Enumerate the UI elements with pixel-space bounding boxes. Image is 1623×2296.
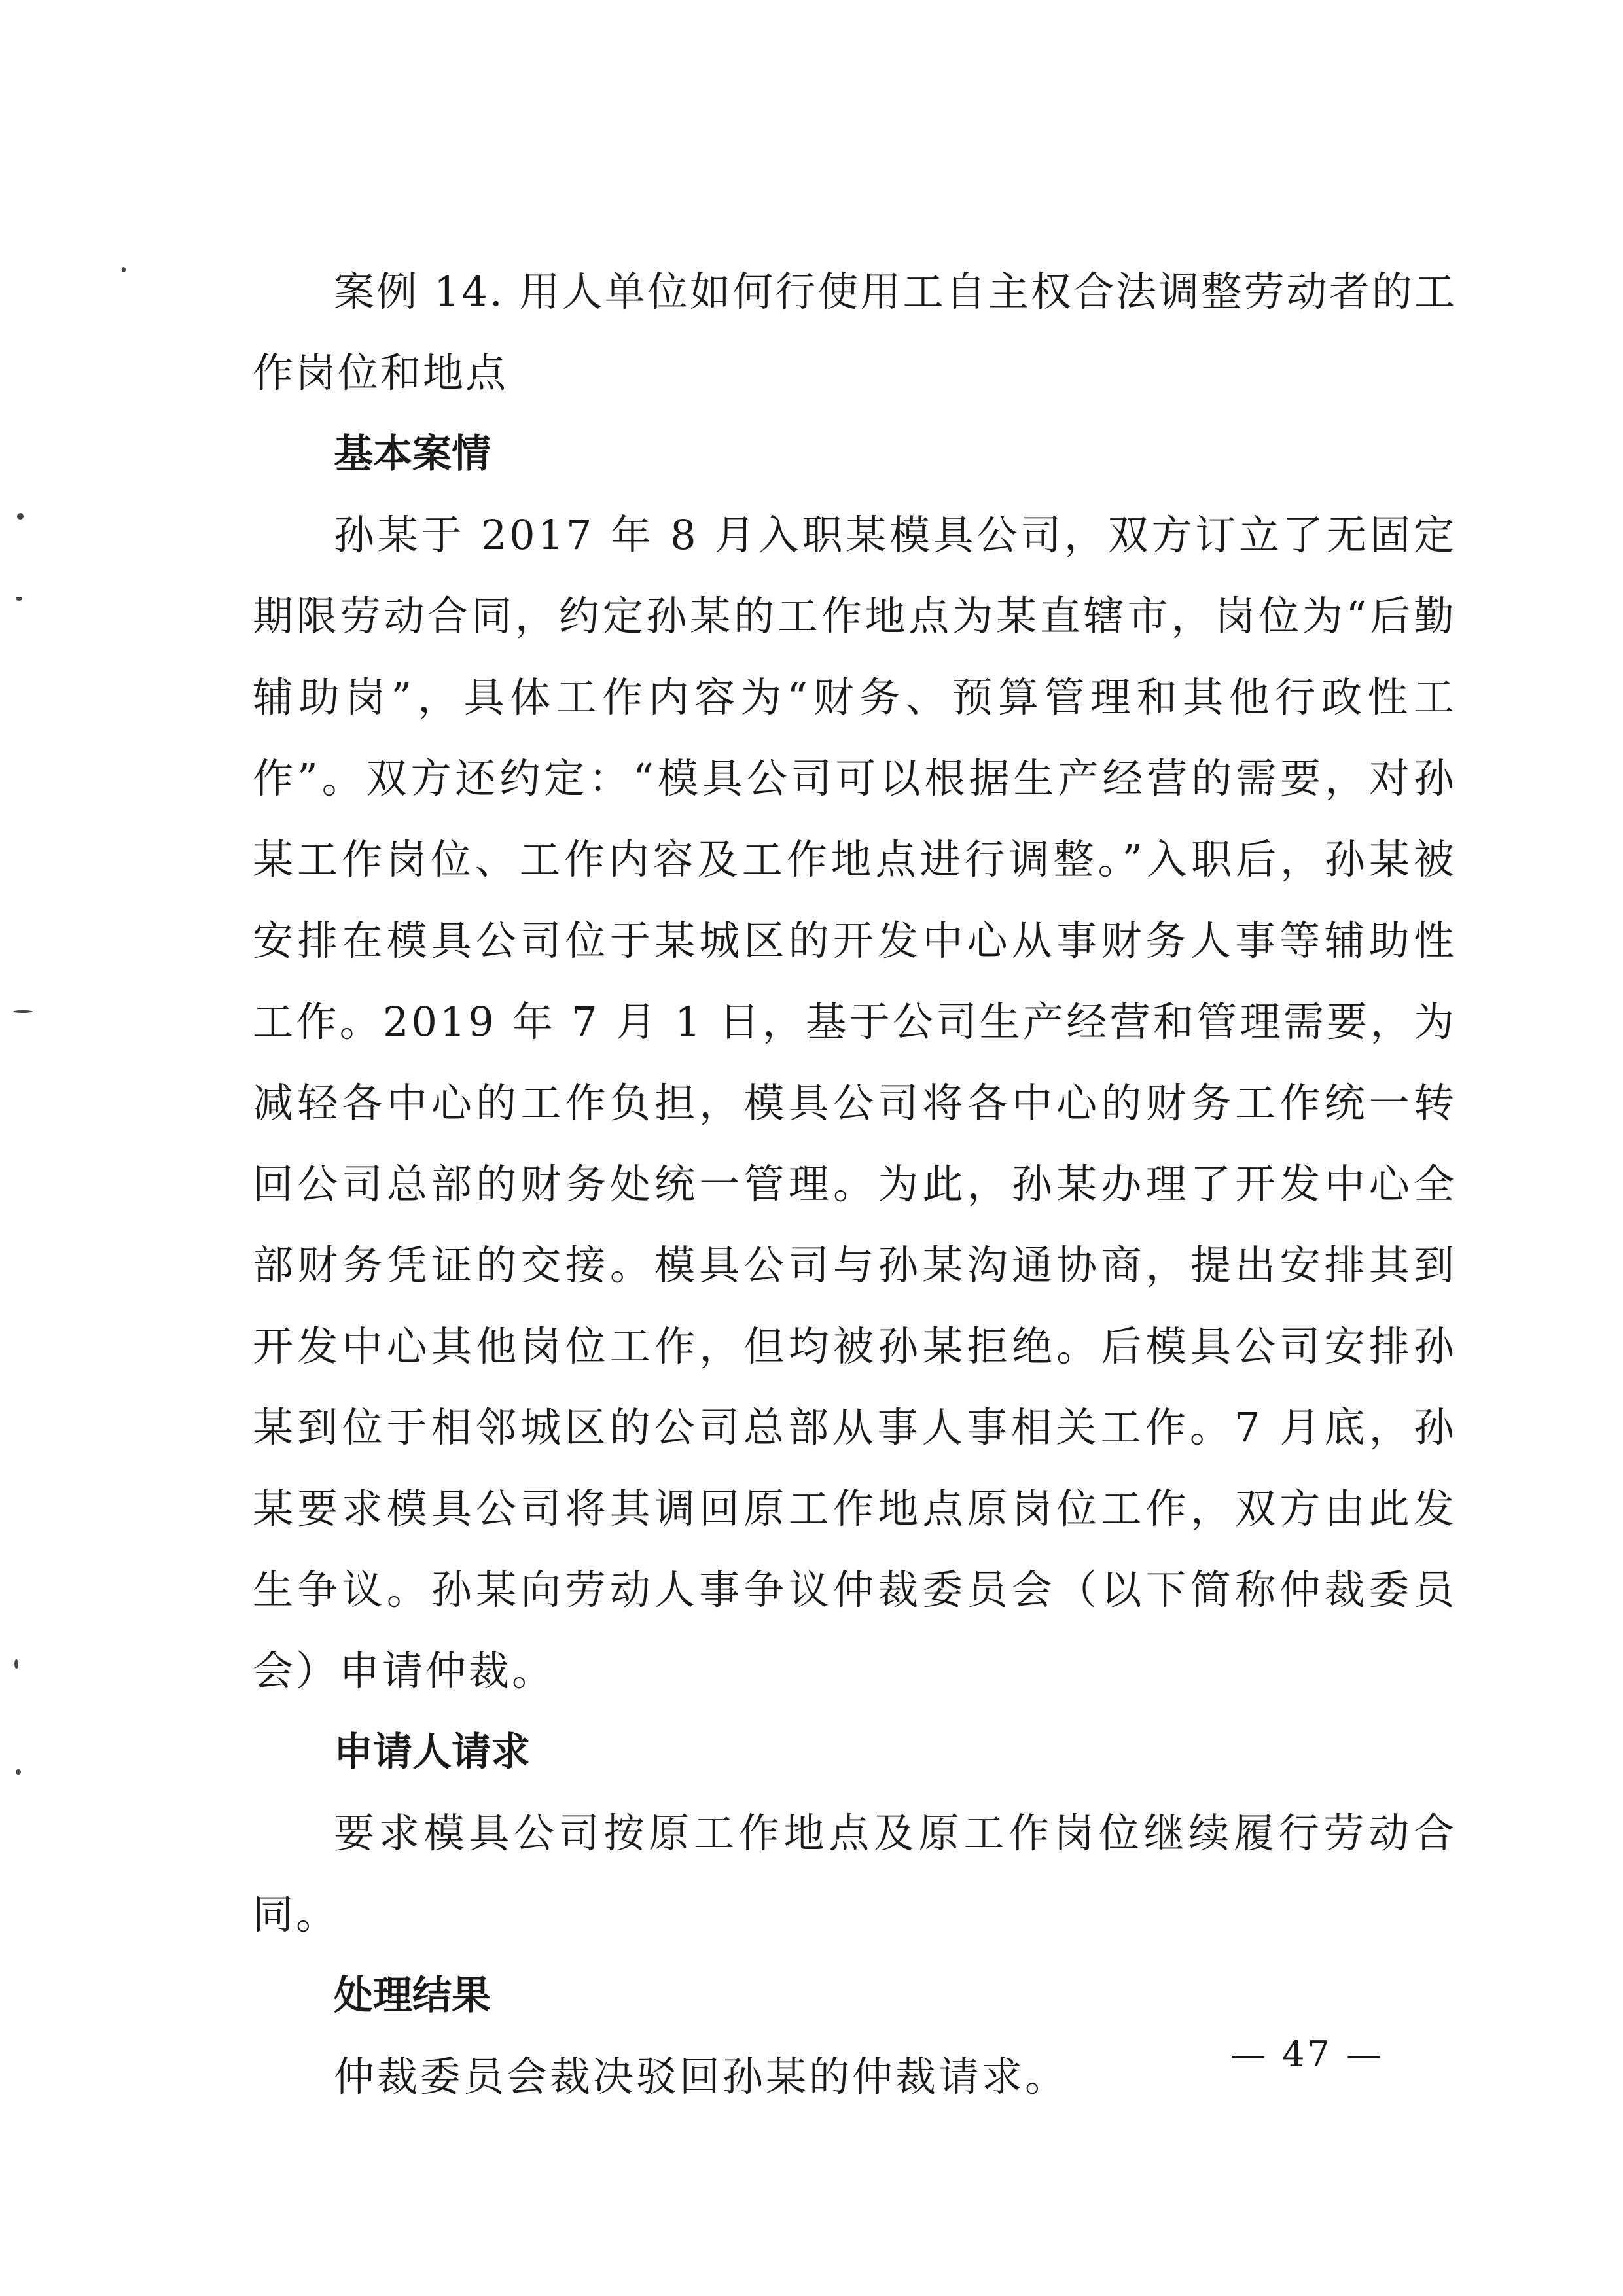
applicant-request-paragraph: 要求模具公司按原工作地点及原工作岗位继续履行劳动合同。 [253, 1809, 1457, 1938]
page-number: — 47 — [1230, 2034, 1385, 2075]
scan-speck [17, 513, 24, 520]
basic-facts-paragraph: 孙某于 2017 年 8 月入职某模具公司，双方订立了无固定期限劳动合同，约定孙某的工作地点为某直辖市，岗位为“后勤辅助岗”，具体工作内容为“财务、预算管理和其他行政性工作”。双方还约定：“模具公司可以根据生产经营的需要，对孙某工作岗位、工作内容及工作地点进行调整。”入职后，孙某被安排在模具公司位于某城区的开发中心从事财务人事等辅助性工作。2019 年 7 月 1 日，基于公司生产经营和管理需要，为减轻各中心的工作负担，模具公司将各中心的财务工作统一转回公司总部的财务处统一管理。为此，孙某办理了开发中心全部财务凭证的交接。模具公司与孙某沟通协商，提出安排其到开发中心其他岗位工作，但均被孙某拒绝。后模具公司安排孙某到位于相邻城区的公司总部从事人事相关工作。7 月底，孙某要求模具公司将其调回原工作地点原岗位工作，双方由此发生争议。孙某向劳动人事争议仲裁委员会（以下简称仲裁委员会）申请仲裁。 [253, 511, 1457, 1695]
scan-speck [14, 1659, 18, 1669]
scan-speck [13, 1010, 33, 1013]
document-body [253, 251, 1457, 2117]
section-heading-basic-facts: 基本案情 [334, 431, 491, 477]
case-title: 案例 14. 用人单位如何行使用工自主权合法调整劳动者的工作岗位和地点 [253, 268, 1457, 397]
section-heading-result: 处理结果 [334, 1973, 491, 2019]
scan-speck [16, 597, 22, 601]
scan-speck [16, 1769, 21, 1775]
section-heading-applicant-request: 申请人请求 [334, 1729, 530, 1775]
scan-speck [122, 267, 126, 272]
result-paragraph: 仲裁委员会裁决驳回孙某的仲裁请求。 [334, 2053, 1069, 2100]
